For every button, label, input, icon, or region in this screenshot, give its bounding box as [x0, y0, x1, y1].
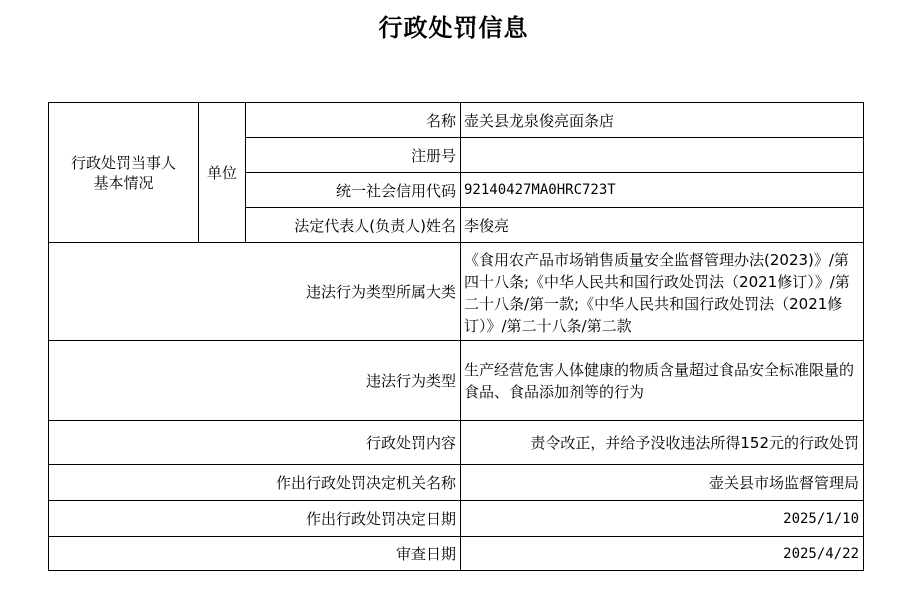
penalty-content-value: 责令改正，并给予没收违法所得152元的行政处罚 — [461, 421, 864, 465]
violation-category-label: 违法行为类型所属大类 — [49, 243, 461, 341]
authority-label: 作出行政处罚决定机关名称 — [49, 465, 461, 501]
page-title: 行政处罚信息 — [378, 14, 529, 42]
credit-code-label: 统一社会信用代码 — [246, 173, 461, 208]
violation-type-value: 生产经营危害人体健康的物质含量超过食品安全标准限量的食品、食品添加剂等的行为 — [461, 341, 864, 421]
legal-rep-value: 李俊亮 — [461, 208, 864, 243]
penalty-info-table — [48, 102, 864, 571]
review-date-label: 审查日期 — [49, 537, 461, 571]
decision-date-label: 作出行政处罚决定日期 — [49, 501, 461, 537]
decision-date-value: 2025/1/10 — [461, 501, 864, 537]
name-value: 壶关县龙泉俊亮面条店 — [461, 103, 864, 138]
penalty-content-label: 行政处罚内容 — [49, 421, 461, 465]
reg-label: 注册号 — [246, 138, 461, 173]
reg-value — [461, 138, 864, 173]
review-date-value: 2025/4/22 — [461, 537, 864, 571]
authority-value: 壶关县市场监督管理局 — [461, 465, 864, 501]
name-label: 名称 — [246, 103, 461, 138]
violation-category-cell — [461, 243, 864, 341]
violation-category-value: 《食用农产品市场销售质量安全监督管理办法(2023)》/第四十八条;《中华人民共和国行政处罚法（2021修订）》/第二十八条/第一款;《中华人民共和国行政处罚法（2021修订）》/第二十八条/第二款 — [464, 250, 850, 335]
unit-label: 单位 — [199, 103, 246, 243]
credit-code-value: 92140427MA0HRC723T — [461, 173, 864, 208]
party-section-label-text: 行政处罚当事人基本情况 — [70, 153, 176, 192]
party-section-label — [49, 103, 199, 243]
legal-rep-label: 法定代表人(负责人)姓名 — [246, 208, 461, 243]
violation-type-label: 违法行为类型 — [49, 341, 461, 421]
